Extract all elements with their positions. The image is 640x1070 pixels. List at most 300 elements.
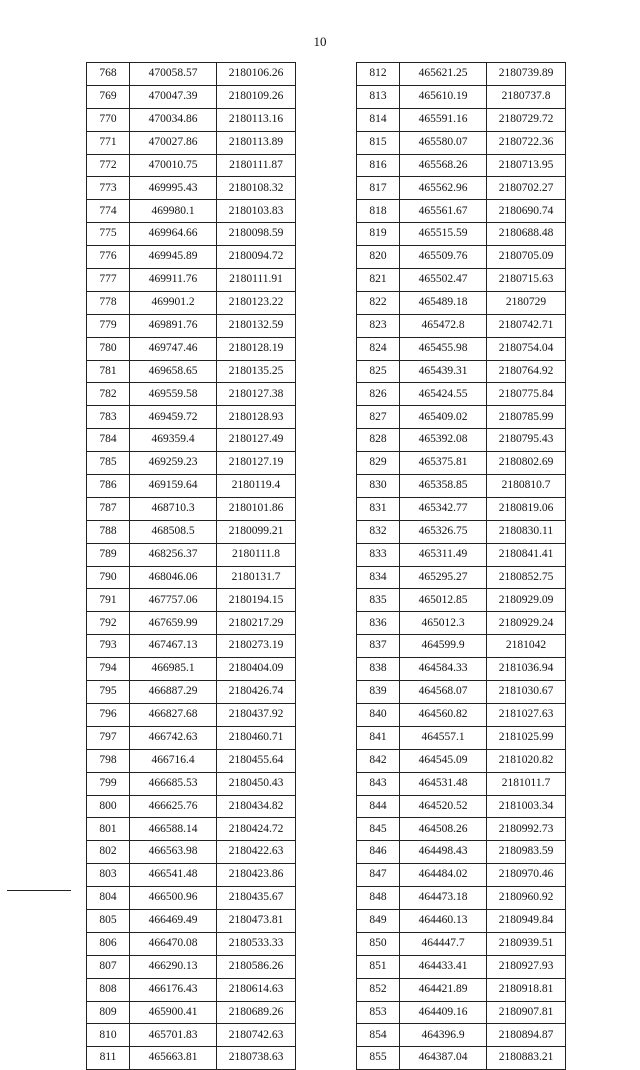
point-number-cell: 793 — [87, 635, 130, 658]
x-coordinate-cell: 466742.63 — [130, 726, 217, 749]
y-coordinate-cell: 2180949.84 — [487, 909, 566, 932]
table-row — [87, 108, 296, 131]
y-coordinate-cell: 2180992.73 — [487, 818, 566, 841]
point-number-cell: 845 — [357, 818, 400, 841]
x-coordinate-cell: 466541.48 — [130, 864, 217, 887]
table-row — [357, 131, 566, 154]
table-row — [357, 360, 566, 383]
x-coordinate-cell: 465509.76 — [400, 246, 487, 269]
y-coordinate-cell: 2180460.71 — [217, 726, 296, 749]
y-coordinate-cell: 2180426.74 — [217, 681, 296, 704]
y-coordinate-cell: 2180434.82 — [217, 795, 296, 818]
y-coordinate-cell: 2180586.26 — [217, 955, 296, 978]
x-coordinate-cell: 468256.37 — [130, 543, 217, 566]
point-number-cell: 835 — [357, 589, 400, 612]
point-number-cell: 805 — [87, 909, 130, 932]
y-coordinate-cell: 2180754.04 — [487, 337, 566, 360]
footer-rule — [7, 890, 71, 891]
table-row — [87, 429, 296, 452]
table-row — [357, 269, 566, 292]
y-coordinate-cell: 2180119.4 — [217, 475, 296, 498]
table-row — [357, 726, 566, 749]
x-coordinate-cell: 465375.81 — [400, 452, 487, 475]
table-row — [357, 772, 566, 795]
table-row — [87, 246, 296, 269]
y-coordinate-cell: 2180194.15 — [217, 589, 296, 612]
point-number-cell: 832 — [357, 520, 400, 543]
table-row — [357, 177, 566, 200]
x-coordinate-cell: 464447.7 — [400, 932, 487, 955]
point-number-cell: 812 — [357, 63, 400, 86]
table-row — [357, 520, 566, 543]
x-coordinate-cell: 468508.5 — [130, 520, 217, 543]
x-coordinate-cell: 469658.65 — [130, 360, 217, 383]
x-coordinate-cell: 464508.26 — [400, 818, 487, 841]
table-row — [87, 818, 296, 841]
table-row — [357, 291, 566, 314]
y-coordinate-cell: 2180127.19 — [217, 452, 296, 475]
y-coordinate-cell: 2180109.26 — [217, 85, 296, 108]
x-coordinate-cell: 464599.9 — [400, 635, 487, 658]
x-coordinate-cell: 469459.72 — [130, 406, 217, 429]
x-coordinate-cell: 464545.09 — [400, 749, 487, 772]
y-coordinate-cell: 2180404.09 — [217, 658, 296, 681]
x-coordinate-cell: 465621.25 — [400, 63, 487, 86]
point-number-cell: 778 — [87, 291, 130, 314]
x-coordinate-cell: 464498.43 — [400, 841, 487, 864]
point-number-cell: 788 — [87, 520, 130, 543]
y-coordinate-cell: 2181027.63 — [487, 703, 566, 726]
table-row — [87, 1024, 296, 1047]
table-row — [87, 612, 296, 635]
x-coordinate-cell: 469259.23 — [130, 452, 217, 475]
x-coordinate-cell: 470027.86 — [130, 131, 217, 154]
y-coordinate-cell: 2180099.21 — [217, 520, 296, 543]
x-coordinate-cell: 465502.47 — [400, 269, 487, 292]
y-coordinate-cell: 2181030.67 — [487, 681, 566, 704]
x-coordinate-cell: 465012.85 — [400, 589, 487, 612]
point-number-cell: 792 — [87, 612, 130, 635]
point-number-cell: 794 — [87, 658, 130, 681]
y-coordinate-cell: 2180473.81 — [217, 909, 296, 932]
table-row — [87, 864, 296, 887]
table-row — [87, 269, 296, 292]
y-coordinate-cell: 2180094.72 — [217, 246, 296, 269]
y-coordinate-cell: 2180810.7 — [487, 475, 566, 498]
y-coordinate-cell: 2180705.09 — [487, 246, 566, 269]
y-coordinate-cell: 2180742.63 — [217, 1024, 296, 1047]
table-body-right — [357, 63, 566, 1070]
point-number-cell: 802 — [87, 841, 130, 864]
table-row — [87, 955, 296, 978]
y-coordinate-cell: 2180103.83 — [217, 200, 296, 223]
x-coordinate-cell: 466469.49 — [130, 909, 217, 932]
table-row — [357, 864, 566, 887]
point-number-cell: 844 — [357, 795, 400, 818]
table-row — [357, 681, 566, 704]
point-number-cell: 776 — [87, 246, 130, 269]
table-row — [357, 337, 566, 360]
x-coordinate-cell: 465358.85 — [400, 475, 487, 498]
y-coordinate-cell: 2180217.29 — [217, 612, 296, 635]
point-number-cell: 839 — [357, 681, 400, 704]
point-number-cell: 830 — [357, 475, 400, 498]
x-coordinate-cell: 470058.57 — [130, 63, 217, 86]
table-row — [357, 406, 566, 429]
x-coordinate-cell: 465663.81 — [130, 1047, 217, 1070]
x-coordinate-cell: 465472.8 — [400, 314, 487, 337]
x-coordinate-cell: 464484.02 — [400, 864, 487, 887]
y-coordinate-cell: 2180713.95 — [487, 154, 566, 177]
y-coordinate-cell: 2180135.25 — [217, 360, 296, 383]
point-number-cell: 846 — [357, 841, 400, 864]
table-row — [357, 635, 566, 658]
x-coordinate-cell: 469747.46 — [130, 337, 217, 360]
point-number-cell: 834 — [357, 566, 400, 589]
point-number-cell: 854 — [357, 1024, 400, 1047]
x-coordinate-cell: 466290.13 — [130, 955, 217, 978]
y-coordinate-cell: 2180983.59 — [487, 841, 566, 864]
table-row — [357, 108, 566, 131]
point-number-cell: 811 — [87, 1047, 130, 1070]
table-row — [87, 703, 296, 726]
table-row — [87, 543, 296, 566]
table-row — [87, 475, 296, 498]
point-number-cell: 821 — [357, 269, 400, 292]
point-number-cell: 772 — [87, 154, 130, 177]
y-coordinate-cell: 2180970.46 — [487, 864, 566, 887]
point-number-cell: 818 — [357, 200, 400, 223]
table-row — [87, 85, 296, 108]
table-row — [87, 1001, 296, 1024]
y-coordinate-cell: 2180852.75 — [487, 566, 566, 589]
table-row — [357, 1047, 566, 1070]
y-coordinate-cell: 2180739.89 — [487, 63, 566, 86]
point-number-cell: 769 — [87, 85, 130, 108]
point-number-cell: 842 — [357, 749, 400, 772]
table-row — [87, 909, 296, 932]
point-number-cell: 849 — [357, 909, 400, 932]
x-coordinate-cell: 469964.66 — [130, 223, 217, 246]
x-coordinate-cell: 464460.13 — [400, 909, 487, 932]
y-coordinate-cell: 2180435.67 — [217, 887, 296, 910]
point-number-cell: 808 — [87, 978, 130, 1001]
y-coordinate-cell: 2181011.7 — [487, 772, 566, 795]
x-coordinate-cell: 466625.76 — [130, 795, 217, 818]
table-row — [87, 932, 296, 955]
y-coordinate-cell: 2180764.92 — [487, 360, 566, 383]
y-coordinate-cell: 2180128.19 — [217, 337, 296, 360]
table-row — [357, 452, 566, 475]
point-number-cell: 820 — [357, 246, 400, 269]
x-coordinate-cell: 465591.16 — [400, 108, 487, 131]
x-coordinate-cell: 464409.16 — [400, 1001, 487, 1024]
point-number-cell: 781 — [87, 360, 130, 383]
table-row — [357, 566, 566, 589]
x-coordinate-cell: 465424.55 — [400, 383, 487, 406]
y-coordinate-cell: 2180894.87 — [487, 1024, 566, 1047]
point-number-cell: 785 — [87, 452, 130, 475]
table-row — [87, 131, 296, 154]
point-number-cell: 851 — [357, 955, 400, 978]
x-coordinate-cell: 464473.18 — [400, 887, 487, 910]
x-coordinate-cell: 469359.4 — [130, 429, 217, 452]
y-coordinate-cell: 2180455.64 — [217, 749, 296, 772]
y-coordinate-cell: 2180101.86 — [217, 497, 296, 520]
y-coordinate-cell: 2180742.71 — [487, 314, 566, 337]
point-number-cell: 827 — [357, 406, 400, 429]
table-row — [357, 383, 566, 406]
x-coordinate-cell: 468710.3 — [130, 497, 217, 520]
x-coordinate-cell: 466685.53 — [130, 772, 217, 795]
x-coordinate-cell: 464520.52 — [400, 795, 487, 818]
x-coordinate-cell: 469159.64 — [130, 475, 217, 498]
point-number-cell: 780 — [87, 337, 130, 360]
y-coordinate-cell: 2180729 — [487, 291, 566, 314]
point-number-cell: 804 — [87, 887, 130, 910]
table-row — [357, 658, 566, 681]
point-number-cell: 770 — [87, 108, 130, 131]
point-number-cell: 789 — [87, 543, 130, 566]
x-coordinate-cell: 467757.06 — [130, 589, 217, 612]
point-number-cell: 824 — [357, 337, 400, 360]
point-number-cell: 850 — [357, 932, 400, 955]
table-row — [87, 291, 296, 314]
point-number-cell: 847 — [357, 864, 400, 887]
x-coordinate-cell: 464568.07 — [400, 681, 487, 704]
table-row — [87, 589, 296, 612]
x-coordinate-cell: 465342.77 — [400, 497, 487, 520]
point-number-cell: 807 — [87, 955, 130, 978]
table-row — [87, 200, 296, 223]
x-coordinate-cell: 464421.89 — [400, 978, 487, 1001]
table-row — [87, 452, 296, 475]
table-row — [357, 475, 566, 498]
y-coordinate-cell: 2180273.19 — [217, 635, 296, 658]
x-coordinate-cell: 465568.26 — [400, 154, 487, 177]
table-row — [357, 749, 566, 772]
point-number-cell: 853 — [357, 1001, 400, 1024]
table-row — [87, 726, 296, 749]
y-coordinate-cell: 2180422.63 — [217, 841, 296, 864]
point-number-cell: 817 — [357, 177, 400, 200]
point-number-cell: 816 — [357, 154, 400, 177]
table-row — [357, 154, 566, 177]
y-coordinate-cell: 2180960.92 — [487, 887, 566, 910]
y-coordinate-cell: 2180131.7 — [217, 566, 296, 589]
x-coordinate-cell: 464584.33 — [400, 658, 487, 681]
point-number-cell: 800 — [87, 795, 130, 818]
point-number-cell: 796 — [87, 703, 130, 726]
point-number-cell: 822 — [357, 291, 400, 314]
y-coordinate-cell: 2181003.34 — [487, 795, 566, 818]
x-coordinate-cell: 465012.3 — [400, 612, 487, 635]
table-row — [357, 932, 566, 955]
x-coordinate-cell: 465311.49 — [400, 543, 487, 566]
x-coordinate-cell: 467659.99 — [130, 612, 217, 635]
y-coordinate-cell: 2180688.48 — [487, 223, 566, 246]
table-row — [87, 887, 296, 910]
point-number-cell: 791 — [87, 589, 130, 612]
x-coordinate-cell: 466563.98 — [130, 841, 217, 864]
x-coordinate-cell: 469911.76 — [130, 269, 217, 292]
point-number-cell: 814 — [357, 108, 400, 131]
coordinates-table-left — [86, 62, 296, 1070]
y-coordinate-cell: 2180450.43 — [217, 772, 296, 795]
table-row — [357, 246, 566, 269]
point-number-cell: 801 — [87, 818, 130, 841]
point-number-cell: 829 — [357, 452, 400, 475]
table-row — [87, 658, 296, 681]
point-number-cell: 795 — [87, 681, 130, 704]
x-coordinate-cell: 466716.4 — [130, 749, 217, 772]
table-row — [357, 909, 566, 932]
table-row — [87, 383, 296, 406]
table-row — [87, 154, 296, 177]
y-coordinate-cell: 2181036.94 — [487, 658, 566, 681]
point-number-cell: 809 — [87, 1001, 130, 1024]
x-coordinate-cell: 464531.48 — [400, 772, 487, 795]
x-coordinate-cell: 465900.41 — [130, 1001, 217, 1024]
table-row — [87, 63, 296, 86]
point-number-cell: 775 — [87, 223, 130, 246]
x-coordinate-cell: 466588.14 — [130, 818, 217, 841]
y-coordinate-cell: 2180437.92 — [217, 703, 296, 726]
y-coordinate-cell: 2180929.24 — [487, 612, 566, 635]
x-coordinate-cell: 465515.59 — [400, 223, 487, 246]
y-coordinate-cell: 2180883.21 — [487, 1047, 566, 1070]
x-coordinate-cell: 465701.83 — [130, 1024, 217, 1047]
y-coordinate-cell: 2180127.38 — [217, 383, 296, 406]
table-row — [357, 589, 566, 612]
point-number-cell: 823 — [357, 314, 400, 337]
point-number-cell: 838 — [357, 658, 400, 681]
table-row — [87, 978, 296, 1001]
table-row — [357, 223, 566, 246]
table-row — [357, 841, 566, 864]
point-number-cell: 768 — [87, 63, 130, 86]
y-coordinate-cell: 2180614.63 — [217, 978, 296, 1001]
point-number-cell: 836 — [357, 612, 400, 635]
y-coordinate-cell: 2180690.74 — [487, 200, 566, 223]
y-coordinate-cell: 2180689.26 — [217, 1001, 296, 1024]
y-coordinate-cell: 2180111.91 — [217, 269, 296, 292]
point-number-cell: 852 — [357, 978, 400, 1001]
x-coordinate-cell: 469945.89 — [130, 246, 217, 269]
point-number-cell: 841 — [357, 726, 400, 749]
x-coordinate-cell: 465392.08 — [400, 429, 487, 452]
y-coordinate-cell: 2180927.93 — [487, 955, 566, 978]
y-coordinate-cell: 2180113.89 — [217, 131, 296, 154]
x-coordinate-cell: 465409.02 — [400, 406, 487, 429]
point-number-cell: 855 — [357, 1047, 400, 1070]
y-coordinate-cell: 2180841.41 — [487, 543, 566, 566]
point-number-cell: 819 — [357, 223, 400, 246]
point-number-cell: 783 — [87, 406, 130, 429]
x-coordinate-cell: 464396.9 — [400, 1024, 487, 1047]
y-coordinate-cell: 2180113.16 — [217, 108, 296, 131]
table-row — [87, 337, 296, 360]
x-coordinate-cell: 464387.04 — [400, 1047, 487, 1070]
y-coordinate-cell: 2180128.93 — [217, 406, 296, 429]
table-row — [87, 749, 296, 772]
table-row — [357, 85, 566, 108]
x-coordinate-cell: 469995.43 — [130, 177, 217, 200]
y-coordinate-cell: 2180738.63 — [217, 1047, 296, 1070]
y-coordinate-cell: 2180737.8 — [487, 85, 566, 108]
y-coordinate-cell: 2180123.22 — [217, 291, 296, 314]
table-row — [87, 520, 296, 543]
table-row — [357, 955, 566, 978]
point-number-cell: 810 — [87, 1024, 130, 1047]
table-row — [87, 1047, 296, 1070]
point-number-cell: 777 — [87, 269, 130, 292]
x-coordinate-cell: 465455.98 — [400, 337, 487, 360]
y-coordinate-cell: 2180715.63 — [487, 269, 566, 292]
table-row — [357, 978, 566, 1001]
page-number: 10 — [313, 34, 327, 49]
x-coordinate-cell: 470047.39 — [130, 85, 217, 108]
y-coordinate-cell: 2180106.26 — [217, 63, 296, 86]
y-coordinate-cell: 2180702.27 — [487, 177, 566, 200]
table-row — [357, 1024, 566, 1047]
x-coordinate-cell: 464433.41 — [400, 955, 487, 978]
y-coordinate-cell: 2180108.32 — [217, 177, 296, 200]
table-row — [357, 887, 566, 910]
table-row — [87, 177, 296, 200]
y-coordinate-cell: 2180111.8 — [217, 543, 296, 566]
y-coordinate-cell: 2180918.81 — [487, 978, 566, 1001]
table-row — [87, 681, 296, 704]
y-coordinate-cell: 2180907.81 — [487, 1001, 566, 1024]
x-coordinate-cell: 466887.29 — [130, 681, 217, 704]
point-number-cell: 813 — [357, 85, 400, 108]
y-coordinate-cell: 2180533.33 — [217, 932, 296, 955]
point-number-cell: 840 — [357, 703, 400, 726]
table-row — [357, 314, 566, 337]
y-coordinate-cell: 2181020.82 — [487, 749, 566, 772]
x-coordinate-cell: 465326.75 — [400, 520, 487, 543]
table-body-left — [87, 63, 296, 1070]
y-coordinate-cell: 2180111.87 — [217, 154, 296, 177]
coordinates-table-right — [356, 62, 566, 1070]
point-number-cell: 806 — [87, 932, 130, 955]
y-coordinate-cell: 2180775.84 — [487, 383, 566, 406]
point-number-cell: 833 — [357, 543, 400, 566]
x-coordinate-cell: 470034.86 — [130, 108, 217, 131]
x-coordinate-cell: 466500.96 — [130, 887, 217, 910]
y-coordinate-cell: 2180098.59 — [217, 223, 296, 246]
y-coordinate-cell: 2180127.49 — [217, 429, 296, 452]
y-coordinate-cell: 2180819.06 — [487, 497, 566, 520]
table-row — [357, 429, 566, 452]
table-row — [357, 818, 566, 841]
point-number-cell: 779 — [87, 314, 130, 337]
point-number-cell: 784 — [87, 429, 130, 452]
x-coordinate-cell: 466985.1 — [130, 658, 217, 681]
table-row — [87, 497, 296, 520]
y-coordinate-cell: 2180929.09 — [487, 589, 566, 612]
point-number-cell: 799 — [87, 772, 130, 795]
y-coordinate-cell: 2180729.72 — [487, 108, 566, 131]
point-number-cell: 826 — [357, 383, 400, 406]
x-coordinate-cell: 464560.82 — [400, 703, 487, 726]
y-coordinate-cell: 2180423.86 — [217, 864, 296, 887]
y-coordinate-cell: 2180424.72 — [217, 818, 296, 841]
point-number-cell: 825 — [357, 360, 400, 383]
x-coordinate-cell: 470010.75 — [130, 154, 217, 177]
table-row — [87, 314, 296, 337]
